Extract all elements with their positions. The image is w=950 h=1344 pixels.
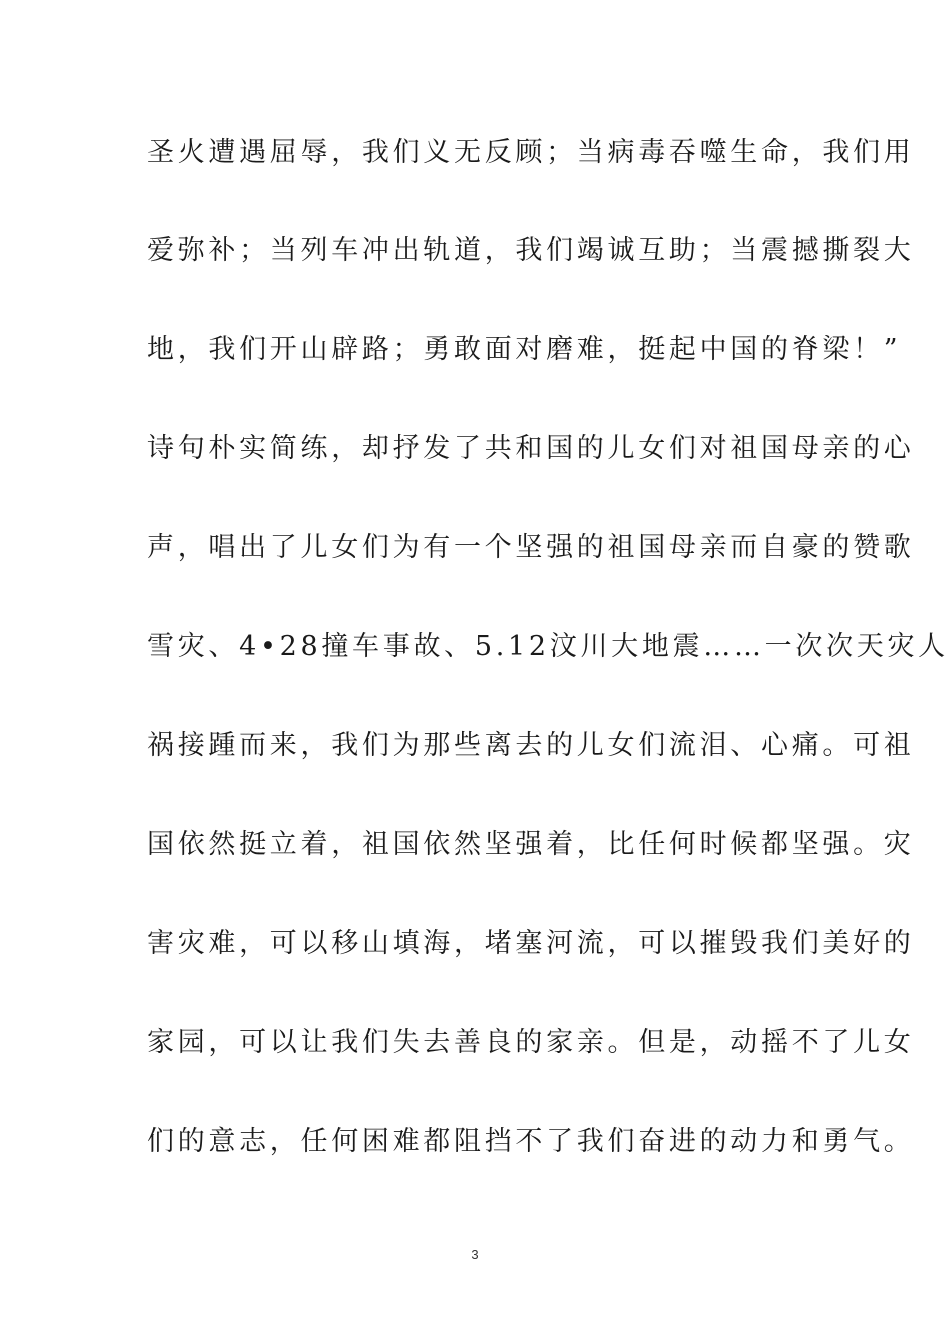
body-text-line: 声，唱出了儿女们为有一个坚强的祖国母亲而自豪的赞歌 xyxy=(147,532,915,563)
body-text-line: 家园，可以让我们失去善良的家亲。但是，动摇不了儿女 xyxy=(147,1027,915,1058)
page-number: 3 xyxy=(471,1247,479,1262)
body-text-line: 地，我们开山辟路；勇敢面对磨难，挺起中国的脊梁！” xyxy=(147,334,902,365)
body-text-line: 国依然挺立着，祖国依然坚强着，比任何时候都坚强。灾 xyxy=(147,829,915,860)
body-text-line: 雪灾、4•28撞车事故、5.12汶川大地震……一次次天灾人 xyxy=(147,631,949,662)
body-text-line: 害灾难，可以移山填海，堵塞河流，可以摧毁我们美好的 xyxy=(147,928,915,959)
body-text-line: 们的意志，任何困难都阻挡不了我们奋进的动力和勇气。 xyxy=(147,1126,915,1157)
body-text-line: 爱弥补；当列车冲出轨道，我们竭诚互助；当震撼撕裂大 xyxy=(147,235,915,266)
body-text-line: 诗句朴实简练，却抒发了共和国的儿女们对祖国母亲的心 xyxy=(147,433,915,464)
body-text-line: 圣火遭遇屈辱，我们义无反顾；当病毒吞噬生命，我们用 xyxy=(147,137,915,168)
body-text-line: 祸接踵而来，我们为那些离去的儿女们流泪、心痛。可祖 xyxy=(147,730,915,761)
